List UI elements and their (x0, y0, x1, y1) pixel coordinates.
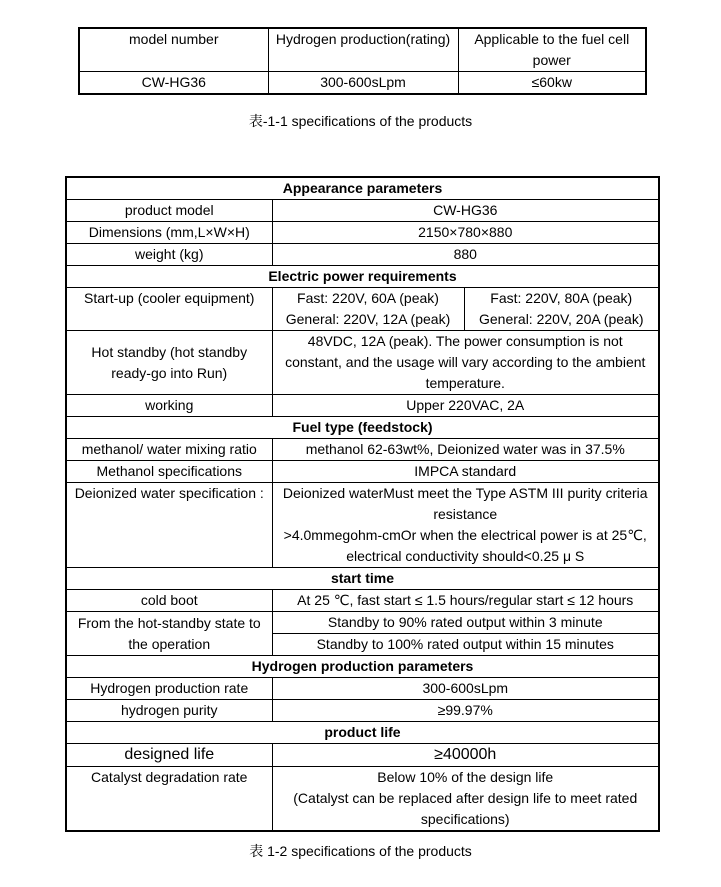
table-row (66, 177, 659, 200)
t2-label-catalyst-degradation: Catalyst degradation rate (66, 767, 272, 832)
t2-value-weight: 880 (272, 244, 659, 266)
t2-value-hot-standby: 48VDC, 12A (peak). The power consumption is not constant, and the usage will vary according to the ambient temperature. (272, 331, 659, 395)
t2-label-hydrogen-purity: hydrogen purity (66, 700, 272, 722)
table-row (66, 700, 659, 722)
spec-table-2 (65, 176, 660, 832)
table2-caption: 表 1-2 specifications of the products (249, 843, 472, 859)
water-spec-line3: >4.0mmegohm-cmOr when the electrical power is at 25℃, (283, 527, 647, 543)
water-spec-line4: electrical conductivity should<0.25 μ S (346, 548, 585, 564)
water-spec-line2: resistance (433, 506, 498, 522)
t2-label-hot-standby-to-operation: From the hot-standby state to the operation (66, 612, 272, 656)
table-row (66, 266, 659, 288)
table-row (66, 461, 659, 483)
t1-value-hydrogen-production: 300-600sLpm (268, 72, 458, 95)
t2-value-dimensions: 2150×780×880 (272, 222, 659, 244)
table-row (66, 744, 659, 767)
table-row (66, 288, 659, 331)
table-row (66, 590, 659, 612)
t2-label-product-model: product model (66, 200, 272, 222)
t1-header-fuel-cell-power: Applicable to the fuel cell power (458, 28, 646, 72)
table-row (66, 612, 659, 634)
table-row (66, 395, 659, 417)
table-row (66, 722, 659, 744)
table1-caption: 表-1-1 specifications of the products (248, 113, 473, 129)
t2-value-product-model: CW-HG36 (272, 200, 659, 222)
t2-label-hot-standby: Hot standby (hot standby ready-go into Run) (66, 331, 272, 395)
t2-value-hydrogen-purity: ≥99.97% (272, 700, 659, 722)
startup-b-line2: General: 220V, 20A (peak) (479, 311, 644, 327)
t2-section-appearance-parameters: Appearance parameters (66, 177, 659, 200)
t1-value-fuel-cell-power: ≤60kw (458, 72, 646, 95)
t1-header-hydrogen-production: Hydrogen production(rating) (268, 28, 458, 72)
t2-section-product-life: product life (66, 722, 659, 744)
t2-value-production-rate: 300-600sLpm (272, 678, 659, 700)
t2-section-hydrogen-production: Hydrogen production parameters (66, 656, 659, 678)
table-row (79, 28, 646, 72)
table-row (66, 656, 659, 678)
t2-section-fuel-type: Fuel type (feedstock) (66, 417, 659, 439)
table-row (66, 417, 659, 439)
t2-section-electric-power: Electric power requirements (66, 266, 659, 288)
water-spec-line1: Deionized waterMust meet the Type ASTM III purity criteria (282, 485, 648, 501)
t2-value-working: Upper 220VAC, 2A (272, 395, 659, 417)
table-row (66, 331, 659, 395)
t2-label-cold-boot: cold boot (66, 590, 272, 612)
spec-table-1 (78, 27, 647, 95)
t2-value-water-spec (272, 483, 659, 568)
t2-label-mixing-ratio: methanol/ water mixing ratio (66, 439, 272, 461)
t2-value-catalyst-degradation (272, 767, 659, 832)
t2-label-designed-life: designed life (66, 744, 272, 767)
t2-value-startup-b (464, 288, 659, 331)
t2-value-startup-a (272, 288, 464, 331)
t2-label-water-spec: Deionized water specification : (66, 483, 272, 568)
table-row (66, 483, 659, 568)
t2-label-working: working (66, 395, 272, 417)
startup-a-line2: General: 220V, 12A (peak) (285, 311, 451, 327)
table-row (66, 439, 659, 461)
t2-label-production-rate: Hydrogen production rate (66, 678, 272, 700)
t2-value-cold-boot: At 25 ℃, fast start ≤ 1.5 hours/regular start ≤ 12 hours (272, 590, 659, 612)
table-row (79, 72, 646, 95)
t2-value-methanol-spec: IMPCA standard (272, 461, 659, 483)
t1-value-model-number: CW-HG36 (79, 72, 268, 95)
t2-section-start-time: start time (66, 568, 659, 590)
t2-label-methanol-spec: Methanol specifications (66, 461, 272, 483)
t1-header-model-number: model number (79, 28, 268, 72)
table-row (66, 222, 659, 244)
catalyst-line1: Below 10% of the design life (377, 769, 554, 785)
t2-value-designed-life: ≥40000h (272, 744, 659, 767)
table-row (66, 244, 659, 266)
t2-value-standby-90: Standby to 90% rated output within 3 minute (272, 612, 659, 634)
table-row (66, 200, 659, 222)
startup-a-line1: Fast: 220V, 60A (peak) (297, 290, 439, 306)
t2-label-weight: weight (kg) (66, 244, 272, 266)
table-row (66, 678, 659, 700)
t2-label-startup: Start-up (cooler equipment) (66, 288, 272, 331)
catalyst-line2: (Catalyst can be replaced after design life to meet rated specifications) (293, 790, 638, 827)
startup-b-line1: Fast: 220V, 80A (peak) (490, 290, 633, 306)
t2-value-standby-100: Standby to 100% rated output within 15 minutes (272, 634, 659, 656)
table-row (66, 767, 659, 832)
t2-label-dimensions: Dimensions (mm,L×W×H) (66, 222, 272, 244)
table-row (66, 568, 659, 590)
t2-value-mixing-ratio: methanol 62-63wt%, Deionized water was in 37.5% (272, 439, 659, 461)
